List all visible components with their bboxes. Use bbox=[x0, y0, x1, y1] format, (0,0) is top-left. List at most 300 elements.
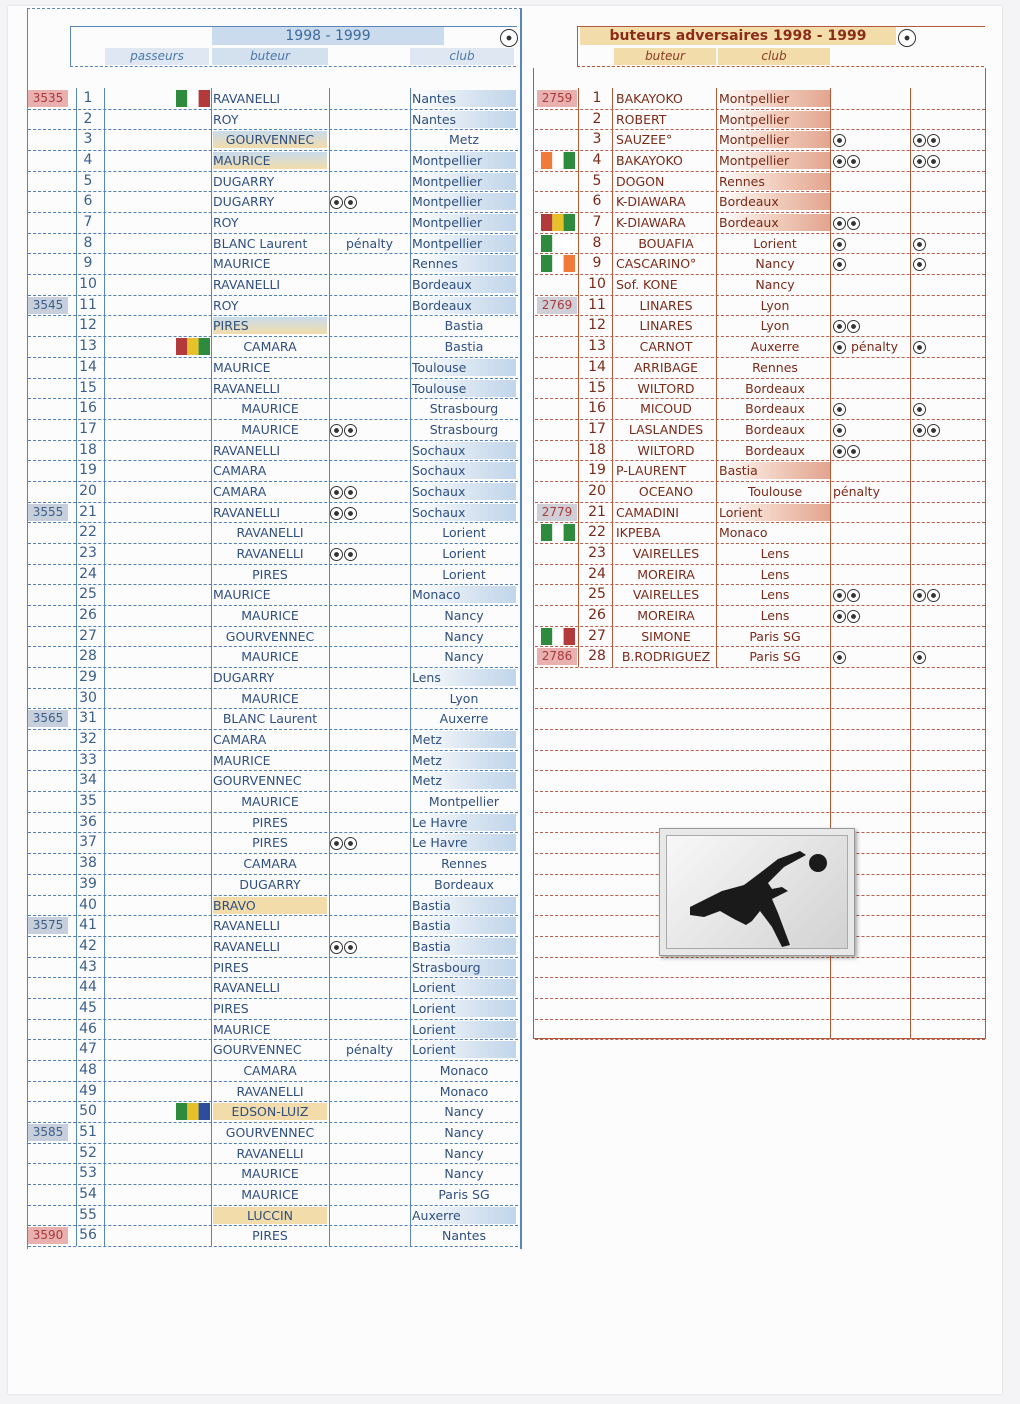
scorer-name: ROY bbox=[213, 215, 239, 231]
cumulative-goal-number bbox=[28, 152, 68, 169]
multi-goal-marker bbox=[913, 648, 983, 665]
soccer-ball-icon bbox=[833, 651, 846, 664]
soccer-ball-icon bbox=[847, 217, 860, 230]
scorer-name: BAKAYOKO bbox=[616, 91, 683, 106]
multi-goal-marker bbox=[330, 193, 410, 210]
cumulative-goal-number bbox=[28, 462, 68, 479]
soccer-ball-icon bbox=[913, 155, 926, 168]
scorer-name: VAIRELLES bbox=[632, 545, 700, 561]
opponent-club: Le Havre bbox=[412, 814, 516, 831]
table-row bbox=[28, 460, 518, 482]
goal-index: 24 bbox=[588, 565, 606, 582]
soccer-ball-icon bbox=[344, 837, 357, 850]
cumulative-goal-number bbox=[28, 131, 68, 148]
scorer-name: MAURICE bbox=[213, 152, 327, 169]
goal-index: 20 bbox=[588, 482, 606, 499]
scorer-name: MAURICE bbox=[241, 1166, 299, 1182]
soccer-ball-icon bbox=[833, 258, 846, 271]
table-row bbox=[535, 750, 985, 772]
scorer-club: Toulouse bbox=[747, 483, 803, 499]
multi-goal-marker bbox=[913, 235, 983, 252]
table-row bbox=[28, 1143, 518, 1165]
opponent-club: Nantes bbox=[441, 1228, 487, 1244]
multi-goal-marker bbox=[833, 338, 911, 355]
cumulative-goal-number: 2759 bbox=[537, 90, 577, 107]
opponent-club: Sochaux bbox=[412, 504, 516, 521]
table-row bbox=[535, 274, 985, 296]
soccer-ball-icon bbox=[913, 651, 926, 664]
buteur-header: buteur bbox=[212, 48, 328, 65]
opponent-club: Lorient bbox=[442, 566, 486, 582]
scorer-club: Bordeaux bbox=[745, 421, 805, 437]
opponent-club: Lorient bbox=[442, 545, 486, 561]
cumulative-goal-number bbox=[28, 214, 68, 231]
opponent-club: Lorient bbox=[412, 1041, 516, 1058]
soccer-ball-icon bbox=[913, 424, 926, 437]
goal-index: 38 bbox=[79, 855, 97, 872]
scorer-club: Lorient bbox=[719, 504, 831, 521]
table-row bbox=[28, 977, 518, 999]
goal-index: 20 bbox=[79, 482, 97, 499]
cumulative-goal-number bbox=[28, 276, 68, 293]
cumulative-goal-number bbox=[28, 669, 68, 686]
goal-index: 11 bbox=[588, 296, 606, 313]
table-row bbox=[28, 129, 518, 151]
table-row bbox=[535, 440, 985, 462]
soccer-ball-icon bbox=[833, 403, 846, 416]
scorer-name: ROY bbox=[213, 297, 239, 313]
goal-index: 22 bbox=[79, 524, 97, 541]
table-row bbox=[28, 295, 518, 317]
scorer-name: BOUAFIA bbox=[638, 235, 694, 251]
table-row bbox=[535, 977, 985, 999]
opponent-club: Strasbourg bbox=[429, 401, 499, 417]
scorer-name: LASLANDES bbox=[628, 421, 704, 437]
opponent-club: Montpellier bbox=[412, 173, 516, 190]
scorer-name: GOURVENNEC bbox=[225, 628, 315, 644]
goal-index: 5 bbox=[83, 172, 93, 189]
bicycle-kick-logo bbox=[659, 828, 855, 956]
goal-index: 13 bbox=[588, 338, 606, 355]
goal-index: 50 bbox=[79, 1103, 97, 1120]
multi-goal-marker bbox=[833, 483, 911, 500]
goal-index: 28 bbox=[79, 648, 97, 665]
cumulative-goal-number bbox=[28, 897, 68, 914]
cumulative-goal-number bbox=[28, 731, 68, 748]
opponent-club: Metz bbox=[412, 752, 516, 769]
opponent-club: Rennes bbox=[412, 255, 516, 272]
opponent-club: Nancy bbox=[444, 628, 484, 644]
goal-index: 1 bbox=[83, 90, 93, 106]
scorer-name: ROY bbox=[213, 111, 239, 127]
table-row bbox=[28, 171, 518, 193]
soccer-ball-icon bbox=[833, 134, 846, 147]
table-row bbox=[28, 646, 518, 668]
table-row bbox=[28, 605, 518, 627]
table-row bbox=[28, 791, 518, 813]
cumulative-goal-number bbox=[28, 1145, 68, 1162]
column-divider bbox=[329, 88, 330, 1246]
multi-goal-marker bbox=[913, 131, 983, 148]
scorer-name: B.RODRIGUEZ bbox=[621, 649, 711, 665]
table-row bbox=[28, 378, 518, 400]
table-row bbox=[28, 88, 518, 110]
scorer-name: RAVANELLI bbox=[236, 545, 304, 561]
table-row bbox=[28, 750, 518, 772]
table-row bbox=[28, 770, 518, 792]
cumulative-goal-number: 2769 bbox=[537, 297, 577, 314]
opponent-club: Montpellier bbox=[412, 193, 516, 210]
table-row bbox=[535, 191, 985, 213]
opponent-club: Lens bbox=[412, 669, 516, 686]
cumulative-goal-number: 2779 bbox=[537, 504, 577, 521]
penalty-note: pénalty bbox=[346, 235, 393, 251]
soccer-ball-icon bbox=[927, 589, 940, 602]
multi-goal-marker bbox=[833, 607, 911, 624]
scorer-name: RAVANELLI bbox=[213, 442, 281, 458]
scorer-name: MAURICE bbox=[241, 608, 299, 623]
table-row bbox=[535, 626, 985, 648]
cumulative-goal-number bbox=[28, 173, 68, 190]
table-row bbox=[28, 1060, 518, 1082]
goal-index: 9 bbox=[592, 255, 602, 272]
cumulative-goal-number bbox=[28, 442, 68, 459]
opponent-club: Monaco bbox=[412, 586, 516, 603]
table-row bbox=[28, 1081, 518, 1103]
table-row bbox=[535, 460, 985, 482]
opponent-club: Bastia bbox=[412, 897, 516, 914]
opponent-club: Nancy bbox=[444, 1166, 484, 1182]
table-row bbox=[535, 398, 985, 420]
scorer-name: SAUZEE° bbox=[616, 132, 673, 148]
cumulative-goal-number bbox=[28, 255, 68, 272]
opponent-club: Monaco bbox=[439, 1062, 489, 1078]
scorer-name: DUGARRY bbox=[213, 670, 275, 686]
goal-index: 6 bbox=[592, 193, 602, 210]
goal-index: 16 bbox=[588, 400, 606, 417]
goal-index: 51 bbox=[79, 1124, 97, 1140]
table-row bbox=[28, 274, 518, 296]
goal-index: 35 bbox=[79, 793, 97, 810]
goal-index: 47 bbox=[79, 1041, 97, 1058]
multi-goal-marker bbox=[833, 235, 911, 252]
soccer-ball-icon bbox=[913, 403, 926, 416]
table-row bbox=[535, 171, 985, 193]
table-row bbox=[28, 398, 518, 420]
scorer-name: MAURICE bbox=[241, 401, 299, 417]
soccer-ball-icon bbox=[833, 238, 846, 251]
scorer-club: Montpellier bbox=[719, 90, 831, 107]
multi-goal-marker bbox=[330, 545, 410, 562]
scorer-name: MOREIRA bbox=[637, 608, 695, 623]
scorer-name: OCEANO bbox=[638, 483, 694, 499]
goal-index: 53 bbox=[79, 1165, 97, 1182]
goal-index: 24 bbox=[79, 565, 97, 582]
multi-goal-marker bbox=[833, 421, 911, 438]
table-row bbox=[28, 832, 518, 854]
soccer-ball-icon bbox=[330, 548, 343, 561]
soccer-ball-icon bbox=[344, 941, 357, 954]
scorer-club: Bordeaux bbox=[745, 401, 805, 417]
table-row bbox=[535, 791, 985, 813]
cumulative-goal-number bbox=[28, 814, 68, 831]
scorer-name: BRAVO bbox=[213, 897, 327, 914]
opponent-club: Nantes bbox=[412, 111, 516, 128]
scorer-name: MAURICE bbox=[241, 1187, 299, 1203]
soccer-ball-icon bbox=[330, 196, 343, 209]
soccer-ball-icon bbox=[927, 134, 940, 147]
table-row bbox=[535, 88, 985, 110]
goal-index: 10 bbox=[588, 276, 606, 293]
opponent-club: Montpellier bbox=[412, 235, 516, 252]
scorer-name: GOURVENNEC bbox=[213, 1042, 302, 1058]
goal-index: 30 bbox=[79, 689, 97, 706]
soccer-ball-icon bbox=[344, 424, 357, 437]
scorer-name: PIRES bbox=[252, 1228, 288, 1244]
multi-goal-marker bbox=[833, 255, 911, 272]
table-row bbox=[535, 1019, 985, 1041]
goal-index: 14 bbox=[79, 358, 97, 375]
scorer-name: RAVANELLI bbox=[213, 277, 281, 293]
multi-goal-marker bbox=[913, 421, 983, 438]
soccer-ball-icon bbox=[913, 258, 926, 271]
country-flag-icon bbox=[541, 524, 575, 541]
table-row bbox=[535, 150, 985, 172]
goal-index: 31 bbox=[79, 710, 97, 727]
scorer-club: Lens bbox=[760, 545, 790, 561]
goal-index: 25 bbox=[588, 586, 606, 603]
table-row bbox=[28, 874, 518, 896]
column-divider bbox=[612, 88, 613, 667]
cumulative-goal-number bbox=[28, 959, 68, 976]
opponent-club: Strasbourg bbox=[429, 421, 499, 437]
penalty-note: pénalty bbox=[850, 339, 898, 355]
goal-index: 7 bbox=[592, 214, 602, 231]
scorer-name: K-DIAWARA bbox=[616, 215, 686, 231]
table-row bbox=[535, 481, 985, 503]
soccer-ball-icon bbox=[344, 486, 357, 499]
scorer-name: PIRES bbox=[213, 959, 249, 975]
goal-index: 52 bbox=[79, 1144, 97, 1161]
table-row bbox=[28, 1039, 518, 1061]
country-flag-icon bbox=[176, 338, 210, 355]
table-row bbox=[535, 295, 985, 317]
table-row bbox=[535, 212, 985, 234]
opponent-club: Auxerre bbox=[439, 711, 489, 727]
scorer-name: SIMONE bbox=[641, 628, 691, 644]
goal-index: 7 bbox=[83, 214, 93, 231]
goal-index: 8 bbox=[592, 234, 602, 251]
table-row bbox=[28, 626, 518, 648]
scorer-name: WILTORD bbox=[637, 380, 695, 396]
scorer-name: BAKAYOKO bbox=[616, 153, 683, 169]
table-row bbox=[28, 502, 518, 524]
scorer-name: EDSON-LUIZ bbox=[213, 1103, 327, 1120]
goal-index: 15 bbox=[79, 379, 97, 396]
table-row bbox=[535, 646, 985, 668]
table-row bbox=[535, 522, 985, 544]
table-row bbox=[28, 253, 518, 275]
cumulative-goal-number bbox=[28, 772, 68, 789]
table-row bbox=[535, 543, 985, 565]
goal-index: 4 bbox=[83, 152, 93, 169]
scorer-club: Montpellier bbox=[719, 131, 831, 148]
cumulative-goal-number bbox=[28, 1021, 68, 1038]
goal-index: 42 bbox=[79, 937, 97, 954]
soccer-ball-icon bbox=[330, 507, 343, 520]
goal-index: 44 bbox=[79, 979, 97, 996]
table-row bbox=[28, 357, 518, 379]
table-row bbox=[535, 336, 985, 358]
cumulative-goal-number bbox=[28, 938, 68, 955]
scorer-name: P-LAURENT bbox=[616, 463, 687, 479]
opponent-club: Rennes bbox=[441, 856, 487, 872]
goal-index: 54 bbox=[79, 1186, 97, 1203]
cumulative-goal-number: 2786 bbox=[537, 648, 577, 665]
cumulative-goal-number bbox=[28, 607, 68, 624]
scorer-club: Bastia bbox=[719, 462, 831, 479]
multi-goal-marker bbox=[833, 131, 911, 148]
country-flag-icon bbox=[541, 255, 575, 272]
scorer-club: Lorient bbox=[753, 235, 797, 251]
soccer-ball-icon bbox=[847, 320, 860, 333]
scorer-name: MAURICE bbox=[213, 256, 271, 272]
goal-index: 48 bbox=[79, 1061, 97, 1078]
table-row bbox=[28, 212, 518, 234]
table-row bbox=[535, 770, 985, 792]
multi-goal-marker bbox=[330, 483, 410, 500]
table-row bbox=[535, 605, 985, 627]
scorer-club: Bordeaux bbox=[719, 193, 831, 210]
soccer-ball-icon bbox=[847, 445, 860, 458]
table-row bbox=[28, 812, 518, 834]
scorer-club: Lens bbox=[760, 587, 790, 603]
scorer-name: LINARES bbox=[639, 297, 693, 313]
opponent-club: Nancy bbox=[444, 608, 484, 623]
soccer-ball-icon bbox=[330, 941, 343, 954]
multi-goal-marker bbox=[330, 421, 410, 438]
table-row bbox=[535, 109, 985, 131]
soccer-ball-icon bbox=[913, 341, 926, 354]
opponent-club: Bastia bbox=[412, 917, 516, 934]
scorer-name: DUGARRY bbox=[239, 876, 301, 892]
cumulative-goal-number bbox=[28, 566, 68, 583]
table-row bbox=[535, 378, 985, 400]
scorer-club: Bordeaux bbox=[745, 442, 805, 458]
goal-index: 9 bbox=[83, 255, 93, 272]
goal-index: 33 bbox=[79, 751, 97, 768]
scorer-name: GOURVENNEC bbox=[225, 1125, 315, 1140]
scorer-club: Montpellier bbox=[719, 152, 831, 169]
soccer-ball-icon bbox=[330, 486, 343, 499]
opponent-club: Monaco bbox=[439, 1083, 489, 1099]
scorer-name: CASCARINO° bbox=[616, 256, 697, 272]
multi-goal-marker bbox=[330, 834, 410, 851]
country-flag-icon bbox=[541, 235, 575, 252]
multi-goal-marker bbox=[833, 586, 911, 603]
cumulative-goal-number bbox=[28, 483, 68, 500]
scorer-name: DUGARRY bbox=[213, 194, 275, 210]
table-row bbox=[28, 957, 518, 979]
goal-index: 23 bbox=[588, 544, 606, 561]
table-row bbox=[28, 1019, 518, 1041]
soccer-ball-icon bbox=[344, 507, 357, 520]
goal-index: 43 bbox=[79, 958, 97, 975]
goal-index: 23 bbox=[79, 544, 97, 561]
scorer-club: Lens bbox=[760, 566, 790, 582]
goal-index: 56 bbox=[79, 1227, 97, 1244]
goal-index: 12 bbox=[79, 317, 97, 334]
table-row bbox=[535, 688, 985, 710]
multi-goal-marker bbox=[833, 317, 911, 334]
goal-index: 26 bbox=[79, 607, 97, 623]
penalty-note: pénalty bbox=[346, 1042, 393, 1058]
scorer-name: RAVANELLI bbox=[213, 938, 281, 954]
left-title: 1998 - 1999 bbox=[212, 27, 444, 45]
soccer-ball-icon bbox=[913, 589, 926, 602]
passeurs-header: passeurs bbox=[105, 48, 209, 65]
cumulative-goal-number bbox=[28, 1207, 68, 1224]
table-row bbox=[535, 667, 985, 689]
header-divider bbox=[70, 66, 516, 67]
goal-index: 10 bbox=[79, 276, 97, 293]
player-silhouette-icon bbox=[660, 829, 854, 955]
soccer-ball-icon bbox=[927, 155, 940, 168]
table-row bbox=[28, 440, 518, 462]
multi-goal-marker bbox=[330, 938, 410, 955]
scorer-name: DUGARRY bbox=[213, 173, 275, 189]
country-flag-icon bbox=[541, 628, 575, 645]
soccer-ball-icon bbox=[913, 238, 926, 251]
table-row bbox=[28, 1205, 518, 1227]
scorer-name: CAMARA bbox=[213, 732, 267, 748]
cumulative-goal-number bbox=[28, 524, 68, 541]
opponent-club: Lorient bbox=[442, 525, 486, 541]
opponent-club: Montpellier bbox=[428, 794, 500, 810]
table-row bbox=[28, 584, 518, 606]
scorer-name: MOREIRA bbox=[637, 566, 695, 582]
scorer-name: PIRES bbox=[252, 835, 288, 851]
goal-index: 16 bbox=[79, 400, 97, 417]
soccer-ball-icon bbox=[833, 155, 846, 168]
scorer-club: Lens bbox=[760, 608, 790, 623]
multi-goal-marker bbox=[913, 586, 983, 603]
table-row bbox=[535, 729, 985, 751]
table-row bbox=[535, 998, 985, 1020]
scorer-name: PIRES bbox=[213, 317, 327, 334]
opponent-club: Bordeaux bbox=[412, 297, 516, 314]
column-divider bbox=[104, 88, 105, 1246]
table-row bbox=[28, 853, 518, 875]
cumulative-goal-number bbox=[28, 690, 68, 707]
opponent-club: Sochaux bbox=[412, 462, 516, 479]
goal-index: 46 bbox=[79, 1020, 97, 1037]
scorer-name: CARNOT bbox=[639, 339, 693, 355]
goal-index: 19 bbox=[588, 462, 606, 479]
scorer-name: CAMARA bbox=[213, 483, 267, 499]
scorer-name: BLANC Laurent bbox=[213, 235, 308, 251]
cumulative-goal-number: 3575 bbox=[28, 917, 68, 934]
table-row bbox=[28, 191, 518, 213]
scorer-name: MICOUD bbox=[640, 401, 692, 417]
opponent-club: Paris SG bbox=[438, 1187, 490, 1203]
opponent-club: Bastia bbox=[444, 318, 484, 334]
scorer-club: Auxerre bbox=[750, 339, 800, 355]
scorer-name: RAVANELLI bbox=[236, 1083, 304, 1099]
scorer-name: MAURICE bbox=[213, 752, 271, 768]
column-divider bbox=[578, 88, 579, 667]
cumulative-goal-number bbox=[28, 338, 68, 355]
